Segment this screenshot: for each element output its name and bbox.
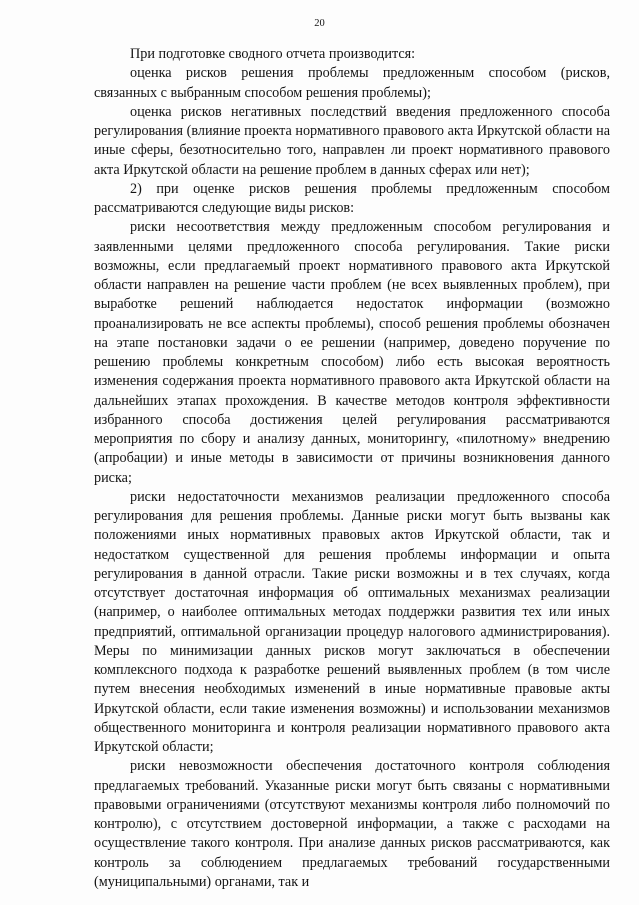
- paragraph-control-risks: риски невозможности обеспечения достаточного контроля соблюдения предлагаемых требований. Указанные риски могут быть связаны с нормативными правовыми ограничениями (отсутствуют механизмы контроля либо полномочий по контролю), с отсутствием достоверной информации, а также с расходами на осуществление такого контроля. При анализе данных рисков рассматриваются, как контроль за соблюдением предлагаемых требований государственными (муниципальными) органами, так и: [94, 758, 610, 890]
- paragraph-intro: При подготовке сводного отчета производится:: [130, 46, 416, 62]
- paragraph-insufficient-mechanisms-risks: риски недостаточности механизмов реализации предложенного способа регулирования для решения проблемы. Данные риски могут быть вызваны как положениями иных нормативных правовых актов Иркутской области, так и недостатком существенной для решения проблемы информации и опыта регулирования в данной отрасли. Такие риски возможны и в тех случаях, когда отсутствует достаточная информация об оптимальных механизмах реализации (например, о наиболее оптимальных методах поддержки развития тех или иных предприятий, оптимальной организации процедур налогового администрирования). Меры по минимизации данных рисков могут заключаться в обеспечении комплексного подхода к разработке решений выявленных проблем (в том числе путем внесения необходимых изменений в иные нормативные правовые акты Иркутской области, если такие изменения возможны) и использовании механизмов общественного мониторинга и контроля реализации нормативного правового акта Иркутской области;: [94, 488, 610, 755]
- paragraph-negative-consequences: оценка рисков негативных последствий введения предложенного способа регулирования (влияние проекта нормативного правового акта Иркутской области на иные сферы, безотносительно того, направлен ли проект нормативного правового акта Иркутской области на решение проблем в данных сферах или нет);: [94, 103, 610, 178]
- page-number: 20: [314, 18, 325, 29]
- paragraph-risk-assessment: оценка рисков решения проблемы предложенным способом (рисков, связанных с выбранным способом решения проблемы);: [94, 65, 610, 101]
- document-body: [94, 45, 610, 892]
- paragraph-mismatch-risks: риски несоответствия между предложенным способом регулирования и заявленными целями предложенного способа регулирования. Такие риски возможны, если предлагаемый проект нормативного правового акта Иркутской области направлен на решение части проблем (не всех выявленных проблем), при выработке решений наблюдается недостаток информации (возможно проанализировать не все аспекты проблемы), способ решения проблемы обозначен на этапе постановки задачи о ее решении (например, доведено поручение по решению проблемы конкретным способом) либо есть высокая вероятность изменения содержания проекта нормативного правового акта Иркутской области на дальнейших этапах прохождения. В качестве методов контроля эффективности избранного способа достижения целей регулирования рассматриваются мероприятия по сбору и анализу данных, мониторингу, «пилотному» внедрению (апробации) и иные методы в зависимости от причины возникновения данного риска;: [94, 219, 610, 486]
- paragraph-risk-types: 2) при оценке рисков решения проблемы предложенным способом рассматриваются следующие виды рисков:: [94, 180, 610, 216]
